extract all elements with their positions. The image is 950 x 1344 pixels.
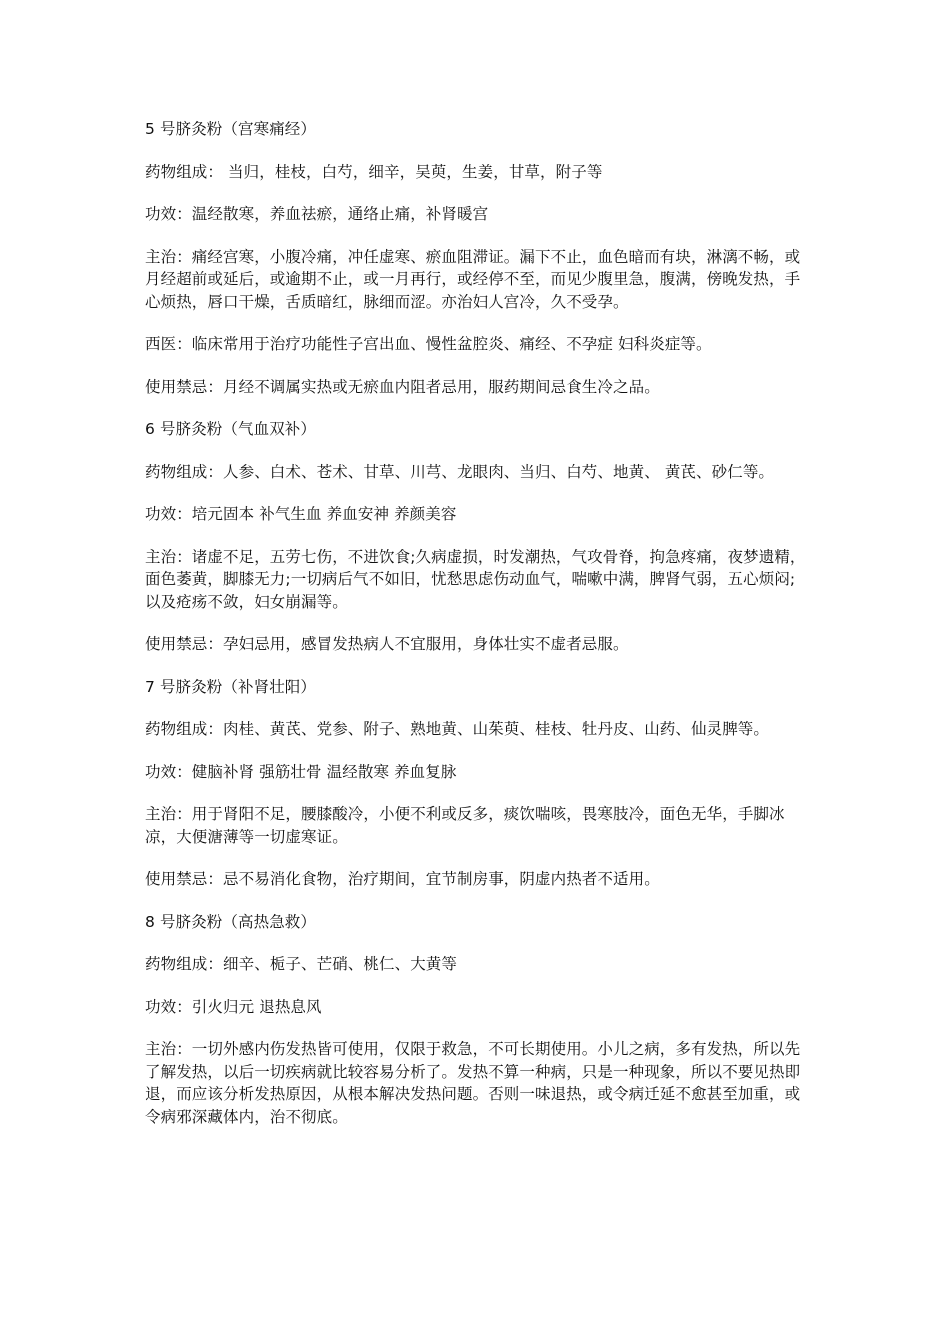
heading-no6: 6 号脐灸粉（气血双补） <box>145 420 316 438</box>
no6-ingredients: 药物组成：人参、白术、苍术、甘草、川芎、龙眼肉、当归、白芍、地黄、 黄芪、砂仁等。 <box>145 462 775 481</box>
no7-ingredients: 药物组成：肉桂、黄芪、党参、附子、熟地黄、山茱萸、桂枝、牡丹皮、山药、仙灵脾等。 <box>145 720 770 738</box>
no5-indications: 主治：痛经宫寒，小腹冷痛，冲任虚寒、瘀血阻滞证。漏下不止，血色暗而有块，淋漓不畅，或月经超前或延后，或逾期不止，或一月再行，或经停不至，而见少腹里急，腹满，傍晚发热，手心烦热，唇口干燥，舌质暗红，脉细而涩。亦治妇人宫冷，久不受孕。 <box>145 247 801 311</box>
no8-efficacy: 功效：引火归元 退热息风 <box>145 997 322 1016</box>
no8-indications: 主治：一切外感内伤发热皆可使用，仅限于救急，不可长期使用。小儿之病，多有发热，所以先了解发热，以后一切疾病就比较容易分析了。发热不算一种病，只是一种现象，所以不要见热即退，而应该分析发热原因，从根本解决发热问题。否则一味退热，或令病迁延不愈甚至加重，或令病邪深藏体内，治不彻底。 <box>145 1040 801 1126</box>
document-body <box>145 118 807 1148</box>
no7-indications: 主治：用于肾阳不足，腰膝酸冷，小便不利或反多，痰饮喘咳，畏寒肢冷，面色无华，手脚冰凉，大便溏薄等一切虚寒证。 <box>145 805 785 846</box>
no6-indications: 主治：诸虚不足，五劳七伤，不进饮食;久病虚损，时发潮热，气攻骨脊，拘急疼痛，夜梦遗精，面色萎黄，脚膝无力;一切病后气不如旧，忧愁思虑伤动血气，喘嗽中满，脾肾气弱，五心烦闷;以及疮疡不敛，妇女崩漏等。 <box>145 547 806 611</box>
no8-ingredients: 药物组成：细辛、栀子、芒硝、桃仁、大黄等 <box>145 955 458 973</box>
no5-contraindications: 使用禁忌：月经不调属实热或无瘀血内阻者忌用，服药期间忌食生冷之品。 <box>145 377 660 396</box>
heading-no7: 7 号脐灸粉（补肾壮阳） <box>145 677 316 696</box>
no5-western-medicine: 西医：临床常用于治疗功能性子宫出血、慢性盆腔炎、痛经、不孕症 妇科炎症等。 <box>145 335 712 353</box>
no5-efficacy: 功效：温经散寒，养血祛瘀，通络止痛，补肾暖宫 <box>145 205 489 223</box>
heading-no8: 8 号脐灸粉（高热急救） <box>145 912 316 931</box>
heading-no5: 5 号脐灸粉（宫寒痛经） <box>145 120 316 138</box>
no7-contraindications: 使用禁忌：忌不易消化食物，治疗期间，宜节制房事，阴虚内热者不适用。 <box>145 870 660 888</box>
no6-efficacy: 功效：培元固本 补气生血 养血安神 养颜美容 <box>145 505 457 523</box>
no5-ingredients: 药物组成： 当归，桂枝，白芍，细辛，吴萸，生姜，甘草，附子等 <box>145 162 603 181</box>
no7-efficacy: 功效：健脑补肾 强筋壮骨 温经散寒 养血复脉 <box>145 762 457 781</box>
no6-contraindications: 使用禁忌：孕妇忌用，感冒发热病人不宜服用，身体壮实不虚者忌服。 <box>145 635 629 653</box>
